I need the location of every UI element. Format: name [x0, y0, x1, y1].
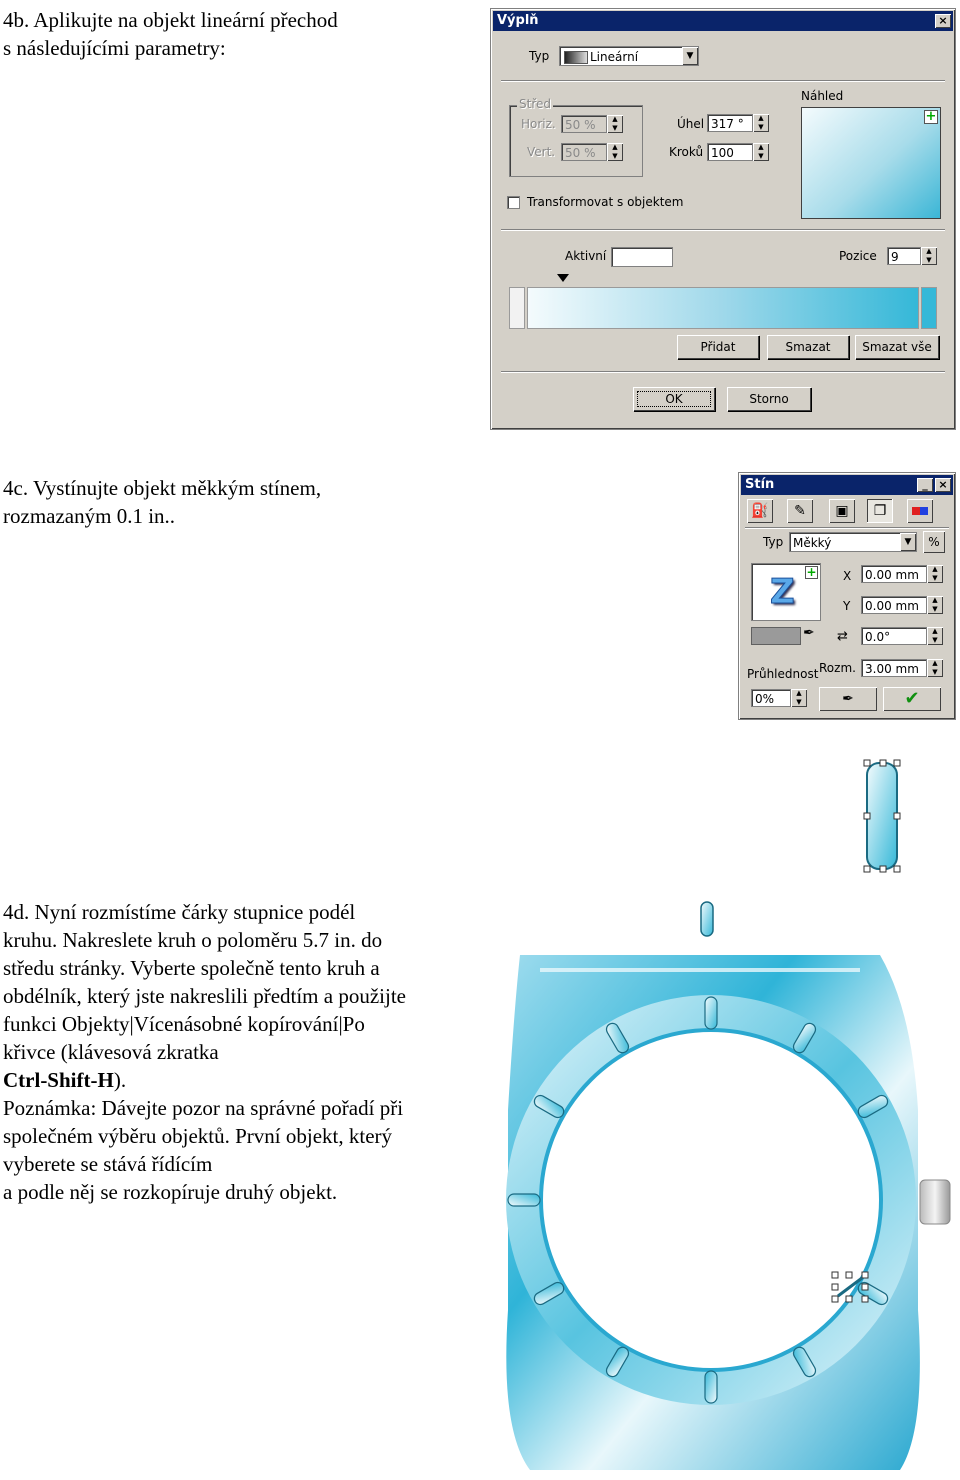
position-field[interactable]: 9: [887, 247, 921, 265]
shadow-panel-titlebar: [741, 475, 953, 495]
angle-field[interactable]: 0.0°: [861, 627, 927, 645]
transform-checkbox[interactable]: [507, 196, 520, 209]
percent-button[interactable]: %: [923, 531, 945, 553]
fill-dialog: [490, 8, 956, 430]
size-label: Rozm.: [819, 661, 856, 675]
step-4d-line6: křivce (klávesová zkratka: [3, 1040, 219, 1064]
x-field[interactable]: 0.00 mm: [861, 565, 927, 583]
divider: [501, 80, 945, 82]
shadow-icon[interactable]: ❐: [867, 499, 893, 523]
note-line4: a podle něj se rozkopíruje druhý objekt.: [3, 1180, 338, 1204]
y-field[interactable]: 0.00 mm: [861, 596, 927, 614]
size-field[interactable]: 3.00 mm: [861, 659, 927, 677]
note-line3: vyberete se stává řídícím: [3, 1152, 213, 1176]
watch-case-illustration: [480, 890, 960, 1480]
opacity-field[interactable]: 0%: [751, 689, 791, 707]
step-4b-line1: 4b. Aplikujte na objekt lineární přechod: [3, 8, 338, 32]
step-4d-shortcut-line: [3, 1066, 126, 1094]
minimize-icon[interactable]: _: [917, 478, 933, 492]
shadow-panel-title: Stín: [745, 477, 775, 492]
divider: [501, 229, 945, 231]
y-label: Y: [843, 599, 851, 613]
angle-spinner[interactable]: ▲ ▼: [753, 114, 769, 132]
step-4d-line1: 4d. Nyní rozmístíme čárky stupnice podél: [3, 900, 356, 924]
step-4d-line3: středu stránky. Vyberte společně tento kruh a: [3, 956, 380, 980]
gradient-preview: [801, 107, 941, 219]
fill-type-label: Typ: [529, 49, 550, 63]
fill-dialog-titlebar: [493, 11, 953, 31]
watch-dial: [541, 1030, 881, 1370]
fill-dialog-title: Výplň: [497, 13, 539, 28]
apply-checkmark-icon[interactable]: ✔: [883, 687, 941, 711]
dial-tick: [705, 1371, 717, 1403]
selection-handles: [832, 1272, 868, 1302]
shadow-type-value: Měkký: [793, 536, 832, 550]
angle-label: Úhel: [677, 117, 705, 131]
angle-field[interactable]: 317 °: [707, 114, 753, 132]
gradient-bar[interactable]: [527, 287, 919, 329]
center-group-label: Střed: [519, 97, 551, 111]
step-4d-line5: funkci Objekty|Vícenásobné kopírování|Po: [3, 1012, 365, 1036]
active-color-swatch[interactable]: [611, 247, 673, 267]
gradient-end-stop[interactable]: [921, 287, 937, 329]
preview-label: Náhled: [801, 89, 844, 103]
size-spinner[interactable]: ▲ ▼: [927, 659, 943, 677]
chevron-down-icon[interactable]: ▼: [682, 47, 698, 65]
chevron-down-icon[interactable]: ▼: [900, 533, 916, 551]
shortcut-tail: ).: [113, 1068, 127, 1092]
steps-label: Kroků: [669, 145, 704, 159]
tick-rectangle-selected[interactable]: [860, 758, 906, 874]
vert-field[interactable]: 50 %: [561, 143, 607, 161]
delete-button[interactable]: Smazat: [767, 335, 849, 359]
step-4c-line1: 4c. Vystínujte objekt měkkým stínem,: [3, 476, 322, 500]
eyedropper-icon[interactable]: ✒: [803, 625, 815, 641]
shadow-type-label: Typ: [763, 535, 784, 549]
shadow-panel: [738, 472, 956, 720]
horiz-field[interactable]: 50 %: [561, 115, 607, 133]
horiz-label: Horiz.: [521, 117, 556, 131]
plus-icon[interactable]: +: [925, 109, 937, 124]
eyedropper-icon[interactable]: ✒: [819, 687, 877, 711]
fill-type-value: Lineární: [590, 50, 639, 64]
preview-glyph: Z: [770, 572, 795, 612]
position-spinner[interactable]: ▲ ▼: [921, 247, 937, 265]
dial-tick: [705, 997, 717, 1029]
delete-all-button[interactable]: Smazat vše: [855, 335, 939, 359]
close-icon[interactable]: ×: [935, 478, 951, 492]
step-4d-line2: kruhu. Nakreslete kruh o poloměru 5.7 in. do: [3, 928, 383, 952]
opacity-label: Průhlednost: [747, 667, 819, 681]
horiz-spinner[interactable]: ▲ ▼: [607, 115, 623, 133]
shadow-preview: [751, 563, 821, 621]
divider: [745, 527, 949, 529]
shadow-color-swatch[interactable]: [751, 627, 801, 645]
x-label: X: [843, 569, 852, 583]
dial-tick: [508, 1194, 540, 1206]
x-spinner[interactable]: ▲ ▼: [927, 565, 943, 583]
pen-icon[interactable]: ✎: [787, 499, 813, 523]
gradient-stop-marker-icon[interactable]: [557, 274, 569, 282]
close-icon[interactable]: ×: [935, 14, 951, 28]
gradient-swatch-icon: [564, 51, 588, 64]
vert-spinner[interactable]: ▲ ▼: [607, 143, 623, 161]
shadow-type-select[interactable]: [789, 532, 917, 552]
color-palette-icon[interactable]: [907, 499, 933, 523]
note-line1: Poznámka: Dávejte pozor na správné pořadí při: [3, 1096, 404, 1120]
y-spinner[interactable]: ▲ ▼: [927, 596, 943, 614]
position-label: Pozice: [839, 249, 877, 263]
tick-original: [701, 902, 713, 936]
vert-label: Vert.: [527, 145, 556, 159]
add-button[interactable]: Přidat: [677, 335, 759, 359]
angle-spinner[interactable]: ▲ ▼: [927, 627, 943, 645]
step-4d-line4: obdélník, který jste nakreslili předtím a použijte: [3, 984, 406, 1008]
transparency-icon[interactable]: ▣: [829, 499, 855, 523]
steps-field[interactable]: 100: [707, 143, 753, 161]
cancel-button[interactable]: Storno: [727, 387, 811, 411]
step-4c-line2: rozmazaným 0.1 in..: [3, 504, 176, 528]
gradient-start-stop[interactable]: [509, 287, 525, 329]
steps-spinner[interactable]: ▲ ▼: [753, 143, 769, 161]
divider: [501, 371, 945, 373]
fill-bucket-icon[interactable]: ⛽: [747, 499, 773, 523]
rotate-angle-icon: ⇄: [837, 629, 848, 644]
transform-label: Transformovat s objektem: [527, 195, 684, 209]
watch-crown: [920, 1180, 950, 1224]
note-line2: společném výběru objektů. První objekt, který: [3, 1124, 393, 1148]
active-label: Aktivní: [565, 249, 607, 263]
keyboard-shortcut: Ctrl-Shift-H: [3, 1068, 114, 1092]
opacity-spinner[interactable]: ▲ ▼: [791, 689, 807, 707]
fill-type-select[interactable]: [559, 46, 699, 66]
plus-icon[interactable]: +: [806, 565, 817, 579]
ok-button[interactable]: OK: [633, 387, 715, 411]
step-4b-line2: s následujícími parametry:: [3, 36, 226, 60]
